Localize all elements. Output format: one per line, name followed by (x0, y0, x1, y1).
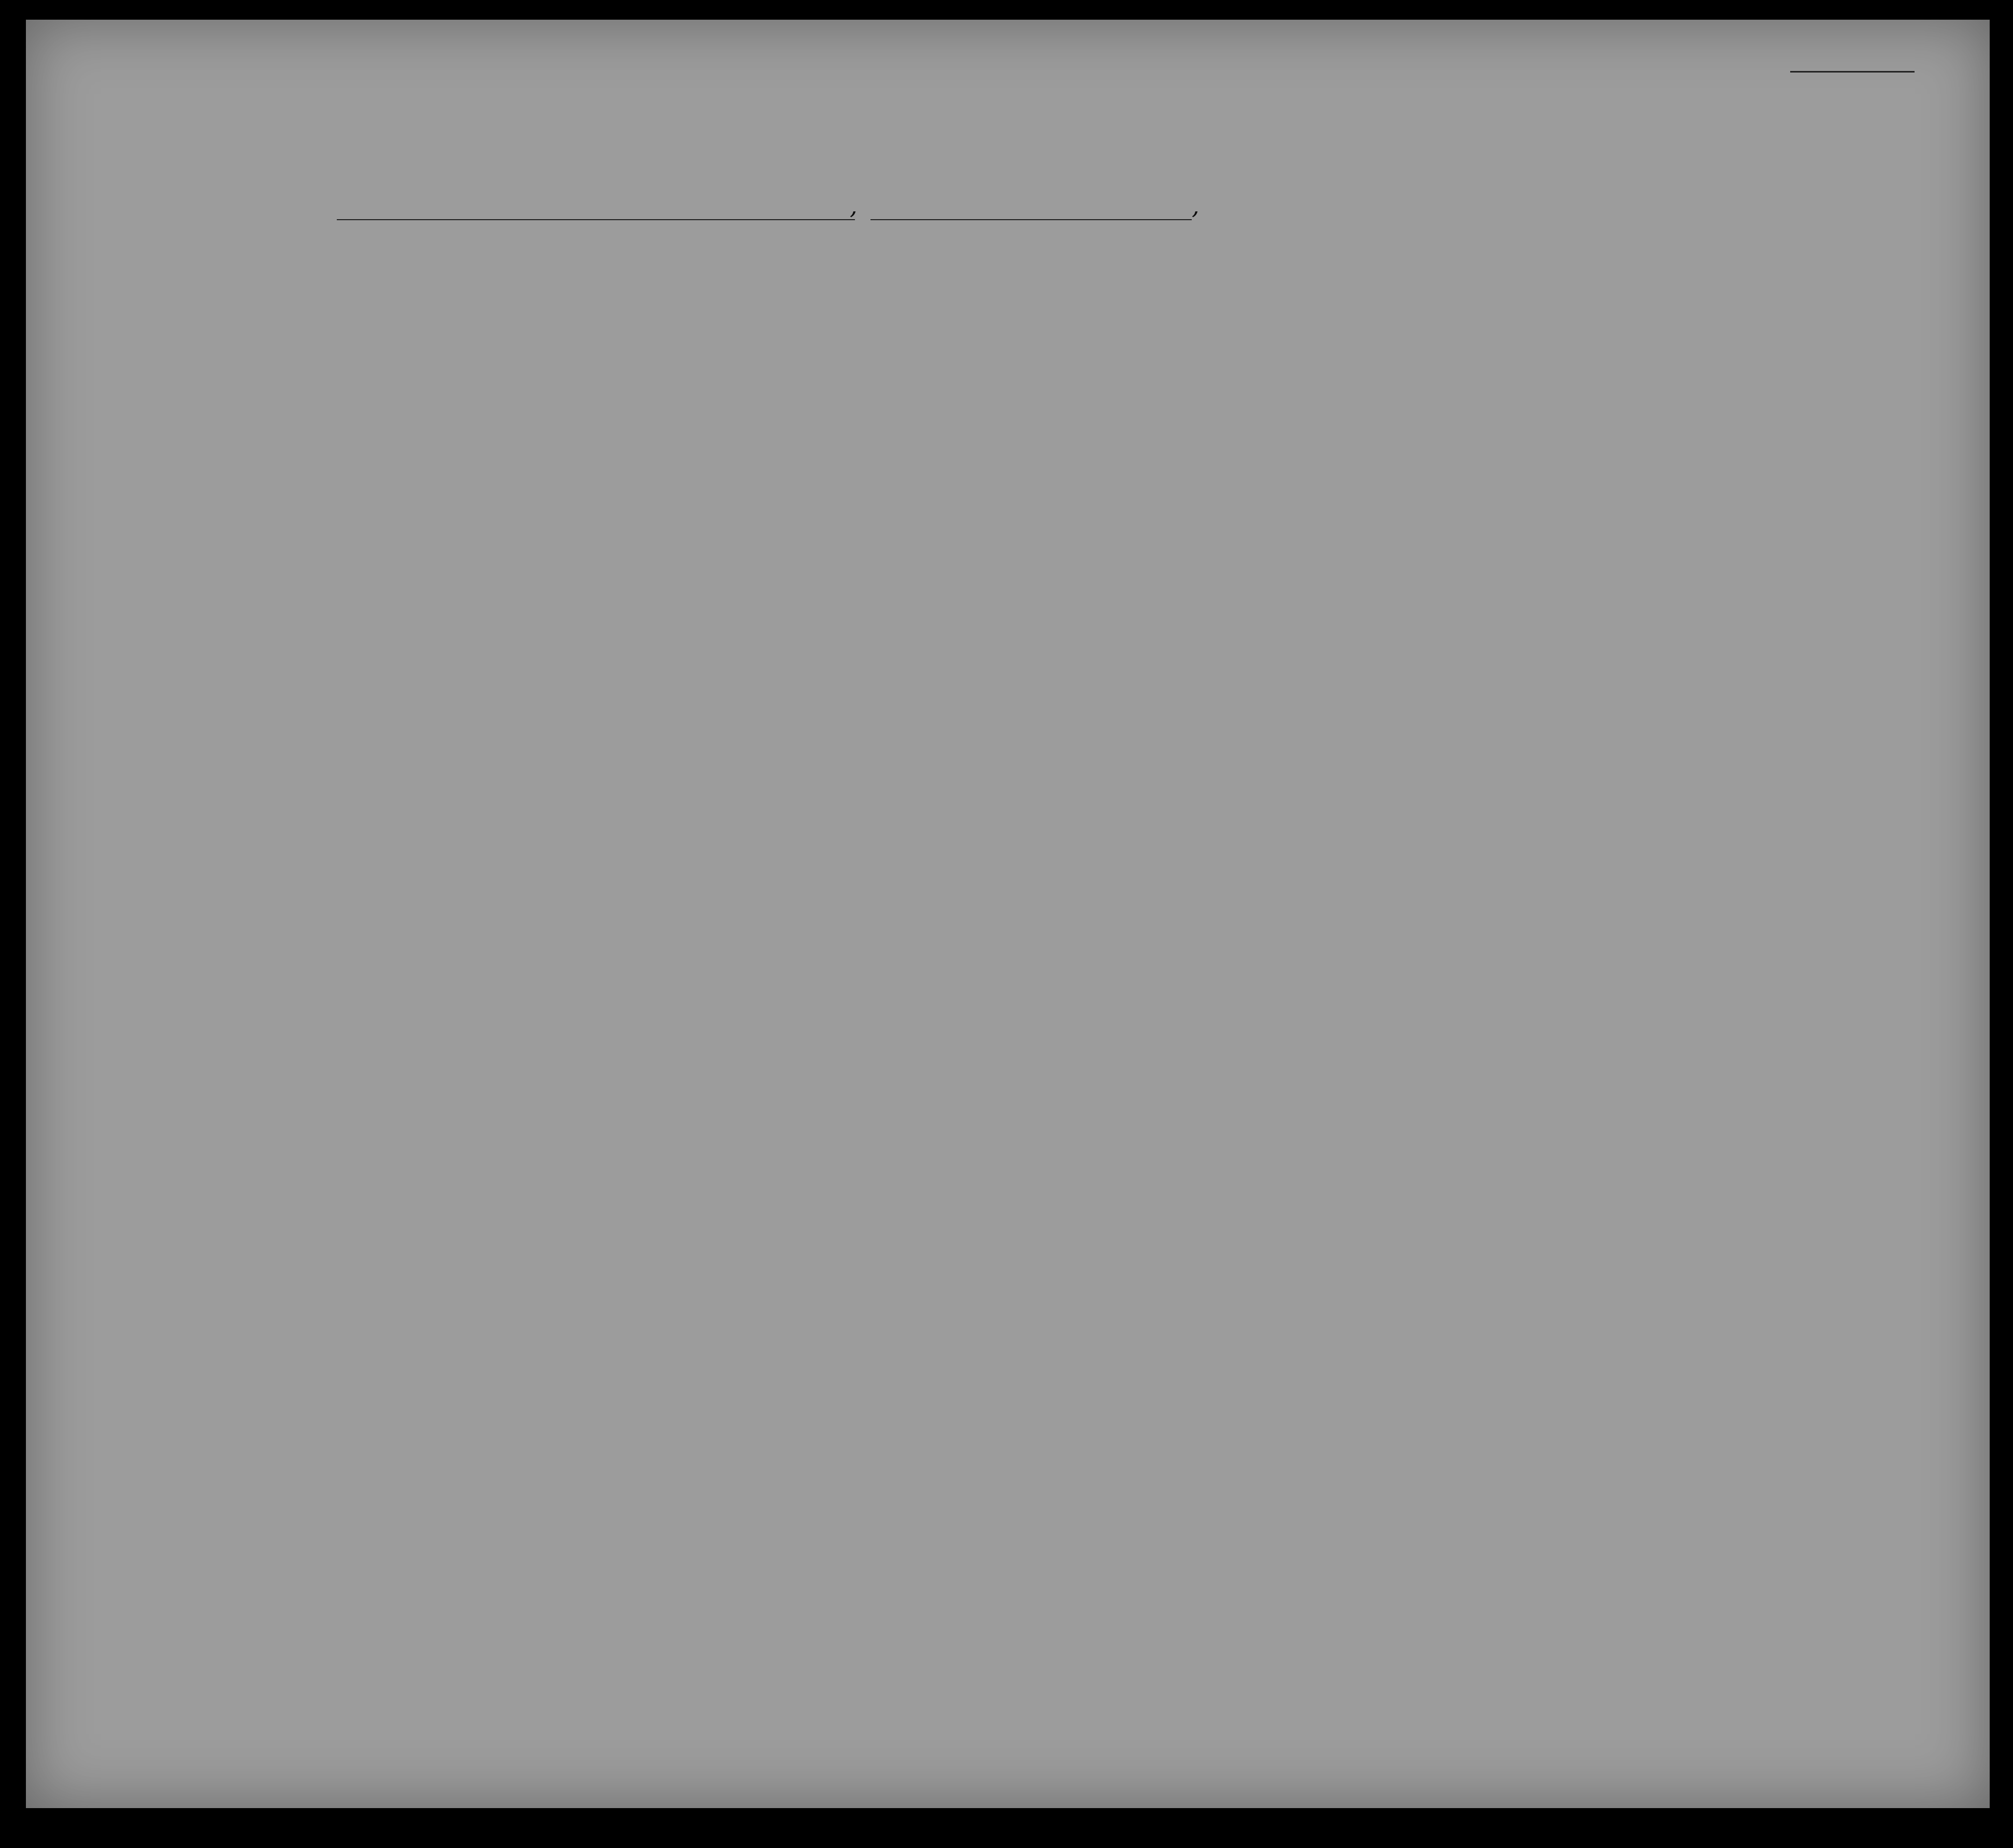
date-underline (870, 219, 1192, 220)
manifest-sheet (26, 20, 1990, 1808)
port-underline (337, 219, 855, 220)
list-number-underline (1790, 71, 1915, 73)
